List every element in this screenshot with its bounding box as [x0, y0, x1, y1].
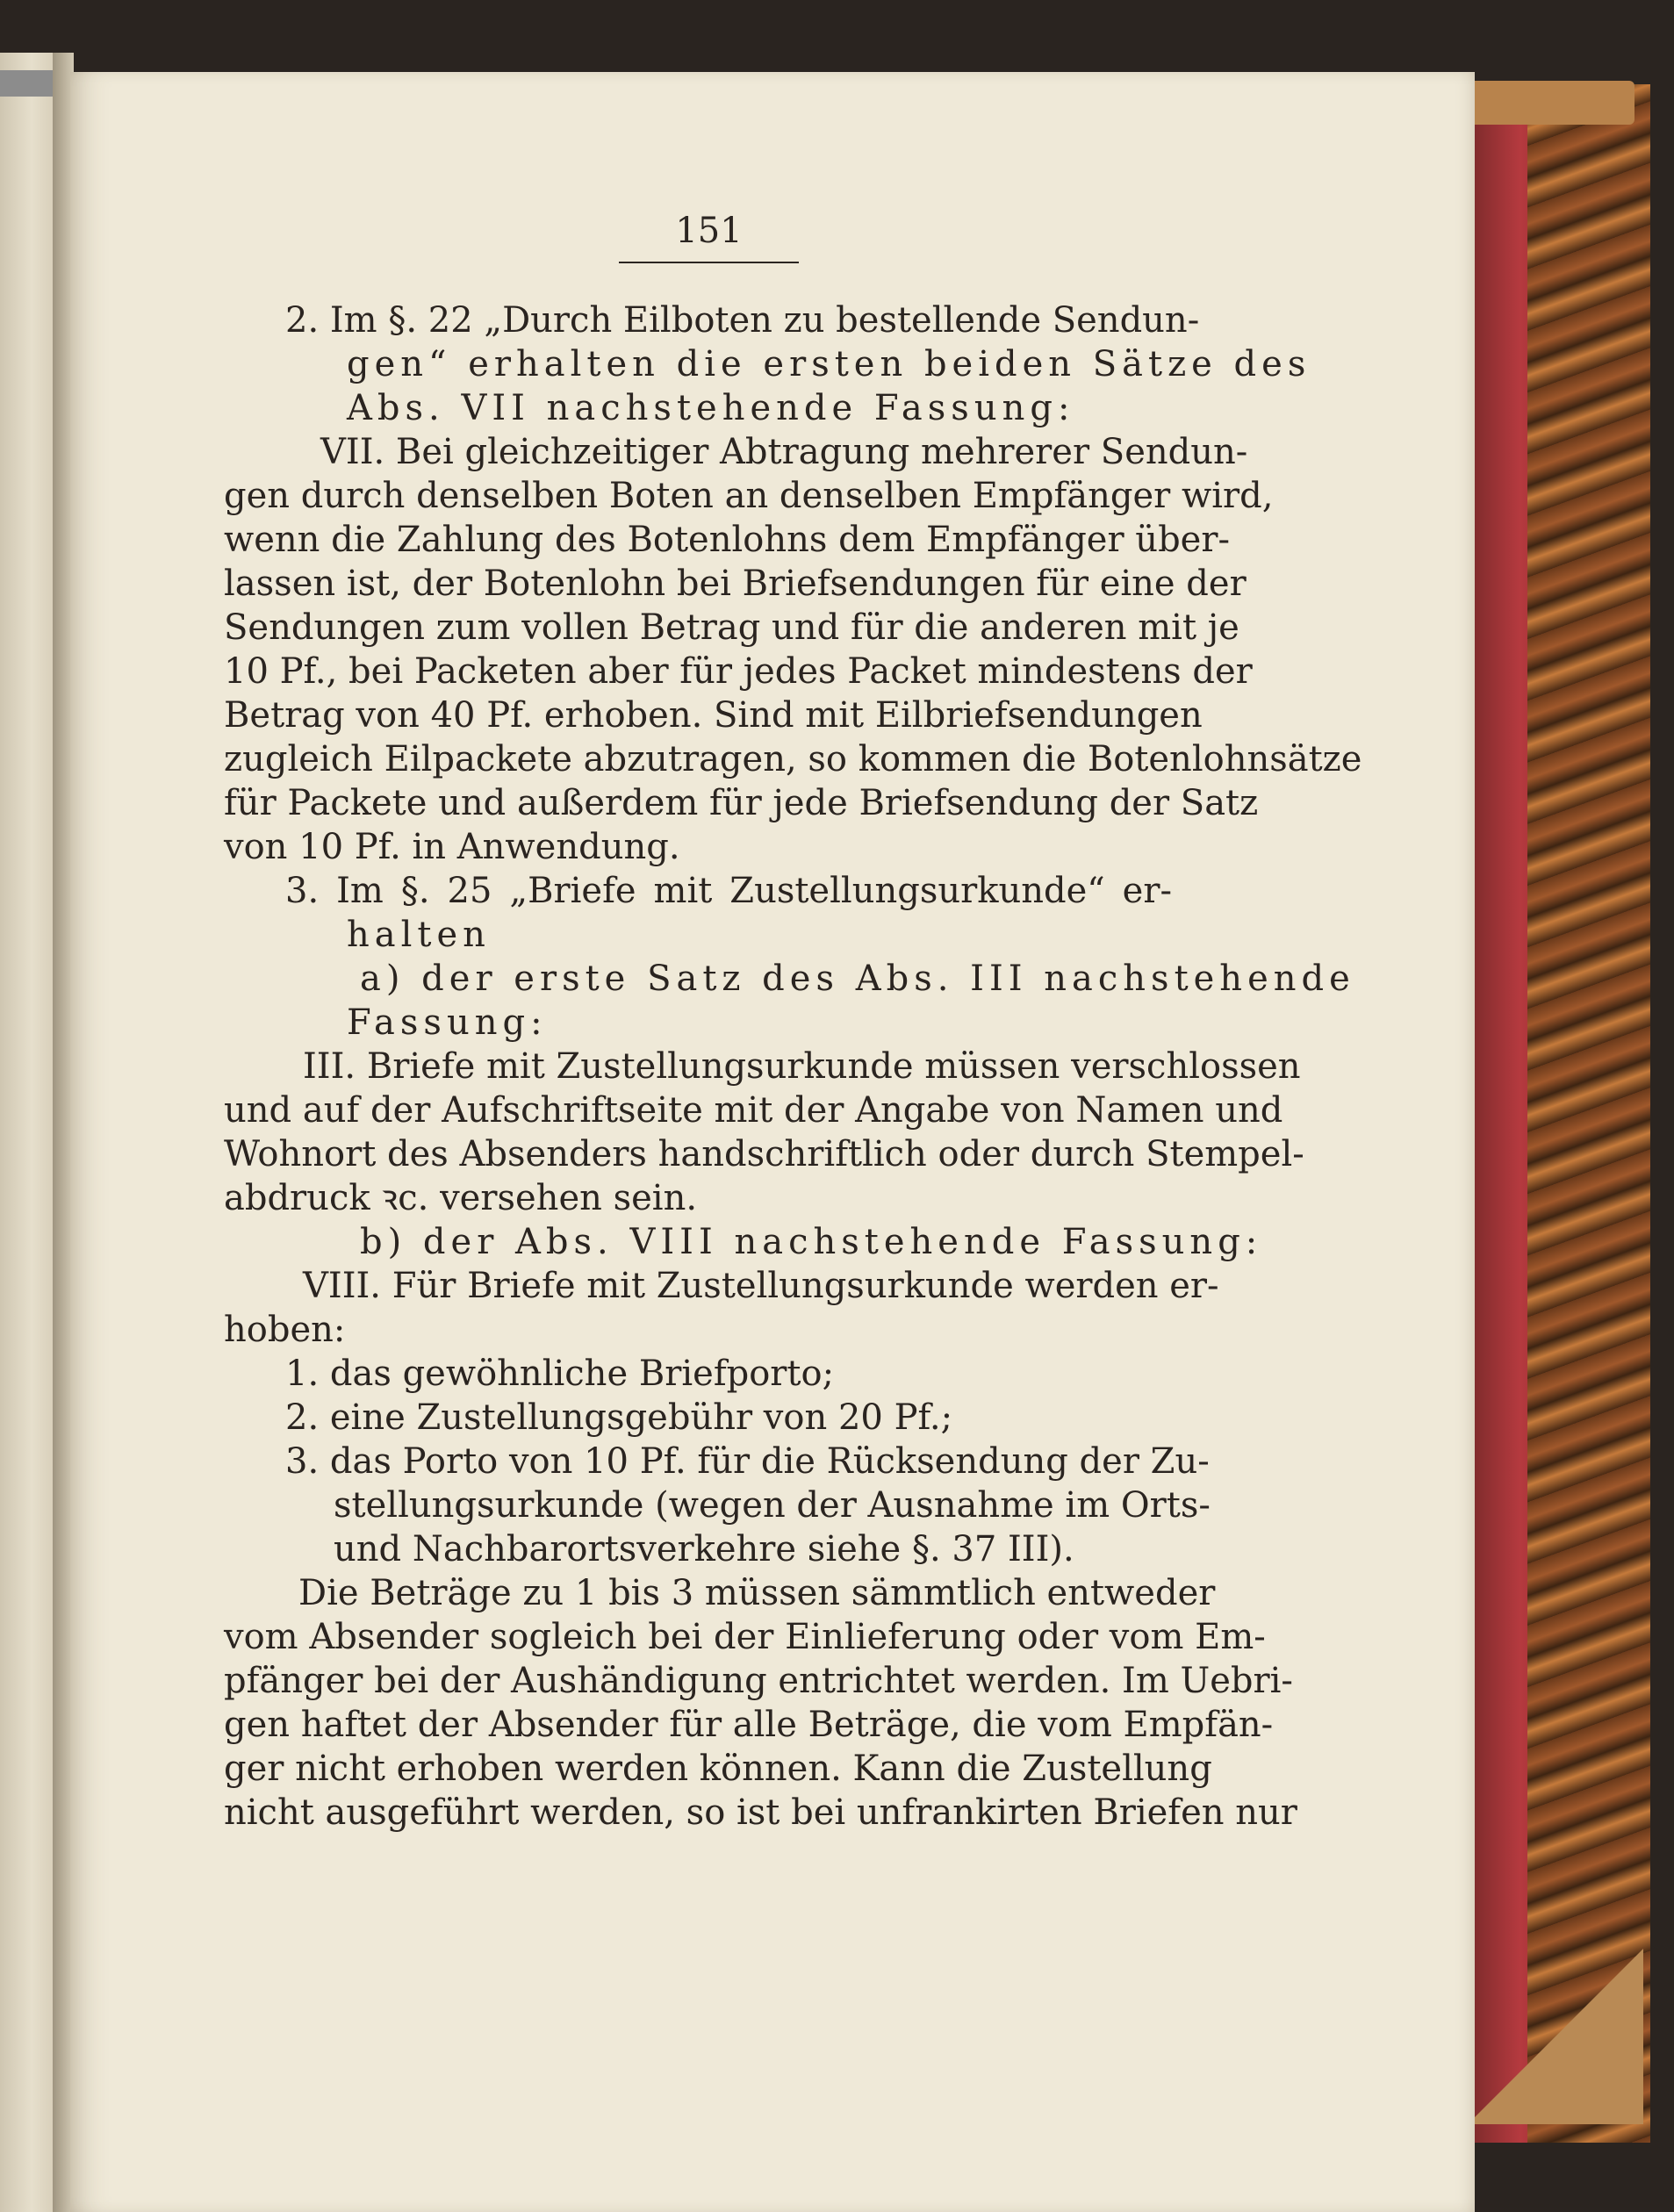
text-line: für Packete und außerdem für jede Briefsendung der Satz	[224, 783, 1259, 823]
binding-thread	[0, 70, 56, 97]
text-line: lassen ist, der Botenlohn bei Briefsendungen für eine der	[224, 564, 1247, 604]
text-line: 3. Im §. 25 „Briefe mit Zustellungsurkunde“ er-	[285, 871, 1172, 911]
marbled-cover	[1527, 84, 1650, 2143]
text-line: stellungsurkunde (wegen der Ausnahme im Orts-	[334, 1485, 1211, 1526]
text-line: hoben:	[224, 1310, 346, 1350]
text-line: zugleich Eilpackete abzutragen, so kommen die Botenlohnsätze	[224, 739, 1362, 779]
text-line: Fassung:	[347, 1002, 548, 1043]
text-line: nicht ausgeführt werden, so ist bei unfrankirten Briefen nur	[224, 1792, 1297, 1833]
text-line: 2. eine Zustellungsgebühr von 20 Pf.;	[285, 1397, 953, 1438]
header-rule	[619, 262, 799, 263]
text-line: a) der erste Satz des Abs. III nachstehende	[360, 959, 1355, 999]
text-line: 10 Pf., bei Packeten aber für jedes Packet mindestens der	[224, 651, 1253, 692]
text-line: Sendungen zum vollen Betrag und für die anderen mit je	[224, 607, 1239, 648]
text-line: 3. das Porto von 10 Pf. für die Rücksendung der Zu-	[285, 1441, 1210, 1482]
text-line: ger nicht erhoben werden können. Kann die Zustellung	[224, 1749, 1212, 1789]
text-line: 1. das gewöhnliche Briefporto;	[285, 1354, 835, 1394]
text-line: Die Beträge zu 1 bis 3 müssen sämmtlich entweder	[298, 1573, 1216, 1613]
text-line: Betrag von 40 Pf. erhoben. Sind mit Eilbriefsendungen	[224, 695, 1203, 736]
text-line: und auf der Aufschriftseite mit der Angabe von Namen und	[224, 1090, 1283, 1131]
text-line: VII. Bei gleichzeitiger Abtragung mehrerer Sendun-	[320, 432, 1248, 472]
text-line: gen“ erhalten die ersten beiden Sätze des	[347, 344, 1311, 384]
text-line: III. Briefe mit Zustellungsurkunde müssen verschlossen	[303, 1046, 1301, 1087]
text-line: gen durch denselben Boten an denselben Empfänger wird,	[224, 476, 1274, 516]
text-line: halten	[347, 915, 491, 955]
text-line: VIII. Für Briefe mit Zustellungsurkunde werden er-	[303, 1266, 1219, 1306]
previous-page-edge	[0, 53, 53, 2212]
cover-corner-top	[1468, 81, 1634, 125]
text-line: Abs. VII nachstehende Fassung:	[347, 388, 1075, 428]
text-line: b) der Abs. VIII nachstehende Fassung:	[360, 1222, 1263, 1262]
text-line: wenn die Zahlung des Botenlohns dem Empfänger über-	[224, 520, 1230, 560]
text-line: gen haftet der Absender für alle Beträge, die vom Empfän-	[224, 1705, 1274, 1745]
text-line: vom Absender sogleich bei der Einlieferung oder vom Em-	[224, 1617, 1266, 1657]
text-line: 2. Im §. 22 „Durch Eilboten zu bestellende Sendun-	[285, 300, 1200, 341]
text-line: und Nachbarortsverkehre siehe §. 37 III).	[334, 1529, 1074, 1569]
text-line: abdruck ꝛc. versehen sein.	[224, 1178, 698, 1218]
page-number: 151	[675, 211, 743, 251]
text-line: von 10 Pf. in Anwendung.	[224, 827, 680, 867]
text-line: Wohnort des Absenders handschriftlich oder durch Stempel-	[224, 1134, 1304, 1174]
text-line: pfänger bei der Aushändigung entrichtet werden. Im Uebri-	[224, 1661, 1293, 1701]
page-text	[224, 298, 1362, 1835]
